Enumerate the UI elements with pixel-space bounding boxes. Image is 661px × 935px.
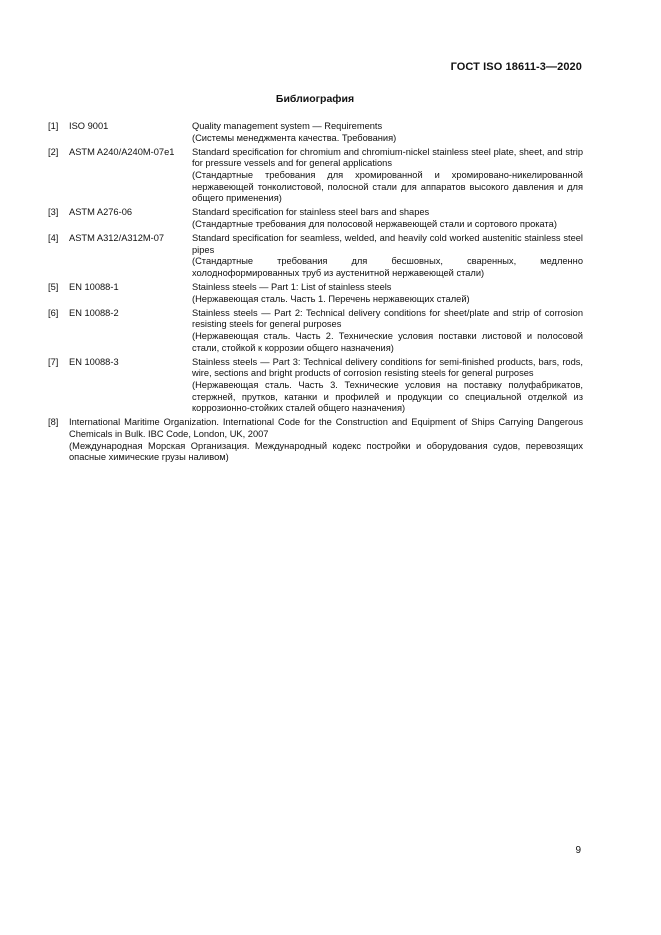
entry-code: EN 10088-1 — [69, 282, 119, 293]
bibliography-entry — [48, 207, 583, 230]
entry-number: [1] — [48, 121, 59, 131]
bibliography-entry — [48, 147, 583, 205]
bibliography-entry — [48, 121, 583, 144]
entry-title-en: Standard specification for chromium and chromium-nickel stainless steel plate, sheet, and strip for pressure vessels and for general applications — [192, 146, 583, 169]
entry-title-en: International Maritime Organization. International Code for the Construction and Equipment of Ships Carrying Dangerous Chemicals in Bulk. IBC Code, London, UK, 2007 — [69, 417, 583, 439]
entry-code: EN 10088-3 — [69, 356, 119, 367]
entry-number: [8] — [48, 417, 59, 428]
entry-number: [3] — [48, 207, 59, 218]
entry-title-en: Quality management system — Requirements — [192, 121, 383, 131]
entry-title-ru: (Системы менеджмента качества. Требования) — [192, 132, 397, 143]
entry-title-en: Standard specification for seamless, welded, and heavily cold worked austenitic stainless steel pipes — [192, 233, 583, 255]
entry-number: [2] — [48, 146, 59, 157]
entry-description — [192, 308, 583, 354]
entry-code: ASTM A312/A312M-07 — [69, 233, 165, 244]
standard-designation: ГОСТ ISO 18611-3—2020 — [450, 61, 582, 73]
entry-title-ru: (Нержавеющая сталь. Часть 2. Технические условия поставки листовой и полосовой стали, стойкой к коррозии общего назначения) — [192, 331, 583, 353]
entry-title-ru: (Стандартные требования для хромированной и хромировано-никелированной нержавеющей тонколистовой, полосной стали для аппаратов высокого давления и для общего применения) — [192, 169, 583, 204]
entry-title-en: Standard specification for stainless steel bars and shapes — [192, 207, 430, 218]
entry-title-ru: (Стандартные требования для полосовой нержавеющей стали и сортового проката) — [192, 218, 557, 229]
entry-number: [6] — [48, 307, 59, 318]
entry-description — [192, 233, 583, 279]
entry-title-ru: (Нержавеющая сталь. Часть 1. Перечень нержавеющих сталей) — [192, 293, 470, 304]
bibliography-entry — [48, 357, 583, 415]
entry-code: EN 10088-2 — [69, 307, 119, 318]
entry-description — [192, 147, 583, 205]
entry-description — [192, 207, 583, 230]
bibliography-list — [48, 121, 583, 466]
entry-title-ru: (Стандартные требования для бесшовных, сваренных, медленно холоднoформированных труб из аустенитной нержавеющей стали) — [192, 256, 583, 278]
entry-title-ru: (Международная Морская Организация. Международный кодекс постройки и оборудования судов, перевозящих опасные химические грузы наливом) — [69, 440, 583, 463]
entry-code: ASTM A276-06 — [69, 207, 133, 218]
entry-description — [192, 357, 583, 415]
entry-code: ISO 9001 — [69, 121, 109, 131]
entry-description — [192, 121, 583, 144]
entry-title-en: Stainless steels — Part 3: Technical delivery conditions for semi-finished products, bars, rods, wire, sections and bright products of corrosion resisting steels for general purposes — [192, 356, 583, 379]
entry-number: [5] — [48, 282, 59, 293]
entry-code: ASTM A240/A240M-07e1 — [69, 146, 175, 157]
entry-description — [192, 282, 583, 305]
bibliography-entry — [48, 308, 583, 354]
page-title: Библиография — [275, 93, 355, 105]
page-number: 9 — [575, 845, 581, 856]
entry-title-en: Stainless steels — Part 2: Technical delivery conditions for sheet/plate and strip of corrosion resisting steels for general purposes — [192, 307, 583, 330]
bibliography-entry — [48, 233, 583, 279]
bibliography-entry — [48, 417, 583, 463]
entry-number: [7] — [48, 356, 59, 367]
entry-number: [4] — [48, 233, 59, 244]
bibliography-entry — [48, 282, 583, 305]
entry-title-en: Stainless steels — Part 1: List of stainless steels — [192, 282, 392, 293]
entry-title-ru: (Нержавеющая сталь. Часть 3. Технические условия на поставку полуфабрикатов, стержней, прутков, катанки и профилей и продукции со специальной отделкой из коррозионно-стойких сталей общего назначения) — [192, 380, 583, 414]
entry-description — [69, 417, 583, 463]
